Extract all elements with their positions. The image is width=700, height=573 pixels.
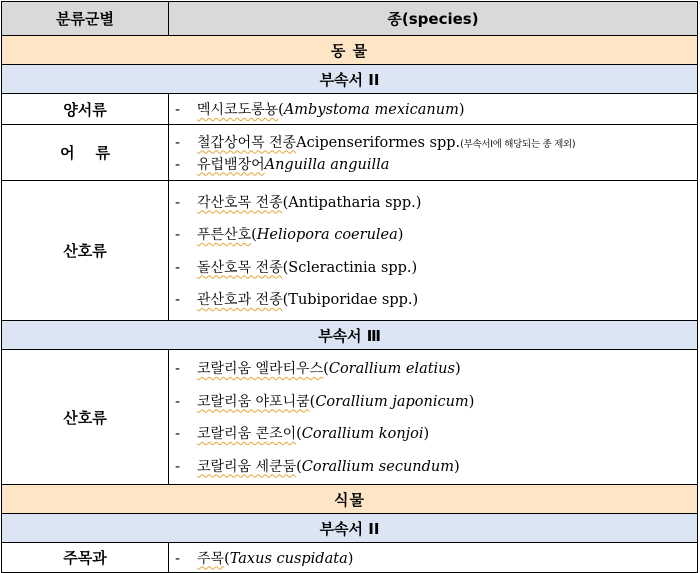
species-item [175, 352, 691, 385]
species-list-amphibians [169, 94, 698, 125]
species-paren-open: ( [323, 361, 329, 377]
species-korean-name: 철갑상어목 전종 [197, 134, 297, 151]
species-list-corals-appendix-2 [169, 181, 698, 321]
header-taxon-group: 분류군별 [2, 2, 169, 36]
species-korean-name: 코랄리움 콘조이 [197, 426, 297, 442]
table-row-corals-appendix-3 [2, 350, 698, 485]
appendix-row-2-plants [2, 514, 698, 543]
species-dash: - [175, 290, 181, 308]
species-korean-name: 돌산호목 전종 [197, 259, 283, 276]
species-item [175, 547, 691, 569]
group-yew: 주목과 [2, 543, 169, 573]
species-latin-name: Ambystoma mexicanum [283, 102, 459, 118]
table-row-yew [2, 543, 698, 573]
species-korean-name: 코랄리움 야포니쿰 [197, 393, 310, 410]
species-paren-open: ( [278, 102, 284, 118]
species-latin-name: Corallium secundum [301, 458, 454, 475]
species-item [175, 218, 691, 251]
table-row-fish [2, 125, 698, 181]
species-latin-name: Acipenseriformes spp. [296, 134, 461, 151]
species-dash: - [175, 257, 181, 276]
species-latin-name: (Scleractinia spp.) [282, 259, 418, 276]
category-plants: 식물 [2, 485, 698, 514]
species-korean-name: 코랄리움 세쿤둠 [197, 458, 297, 475]
species-dash: - [175, 154, 181, 173]
species-korean-name: 코랄리움 엘라티우스 [197, 361, 324, 377]
group-corals-appendix-2: 산호류 [2, 181, 169, 321]
species-korean-name: 주목 [197, 550, 225, 567]
species-item [175, 283, 691, 316]
appendix-row-2-animals [2, 65, 698, 94]
species-paren-open: ( [296, 426, 302, 442]
species-latin-name: Taxus cuspidata [229, 550, 348, 567]
category-row-plants [2, 485, 698, 514]
category-animals: 동 물 [2, 36, 698, 65]
group-corals-appendix-3: 산호류 [2, 350, 169, 485]
species-list-fish [169, 125, 698, 181]
species-item [175, 385, 691, 418]
species-latin-name: Corallium elatius [328, 361, 455, 377]
species-paren-open: ( [309, 393, 316, 410]
cites-species-table [1, 1, 698, 573]
species-dash: - [175, 424, 181, 442]
species-item [175, 450, 691, 483]
species-paren-open: ( [296, 458, 302, 475]
species-paren-close: ) [454, 458, 460, 475]
species-paren-open: ( [224, 550, 230, 567]
species-latin-name: (Tubiporidae spp.) [282, 292, 419, 308]
species-dash: - [175, 359, 181, 377]
species-note: (부속서Ⅰ에 해당되는 종 제외) [460, 138, 576, 150]
species-latin-name: Corallium konjoi [301, 426, 424, 442]
species-item [175, 186, 691, 219]
species-paren-close: ) [468, 393, 475, 410]
species-paren-close: ) [454, 361, 461, 377]
species-item [175, 153, 691, 175]
appendix-row-3 [2, 321, 698, 350]
species-item [175, 417, 691, 450]
table-header-row [2, 2, 698, 36]
species-korean-name: 푸른산호 [197, 227, 252, 243]
table-row-amphibians [2, 94, 698, 125]
group-amphibians: 양서류 [2, 94, 169, 125]
header-species: 종(species) [169, 2, 698, 36]
species-item [175, 131, 691, 153]
species-list-corals-appendix-3 [169, 350, 698, 485]
species-paren-open: ( [251, 227, 257, 243]
species-korean-name: 관산호과 전종 [197, 292, 283, 308]
group-fish: 어 류 [2, 125, 169, 181]
species-paren-close: ) [458, 102, 465, 118]
species-dash: - [175, 225, 181, 243]
category-row-animals [2, 36, 698, 65]
species-dash: - [175, 548, 181, 567]
species-dash: - [175, 132, 181, 151]
appendix-2-label-plants: 부속서 II [2, 514, 698, 543]
species-dash: - [175, 391, 181, 410]
appendix-2-label: 부속서 II [2, 65, 698, 94]
species-paren-close: ) [423, 426, 430, 442]
species-korean-name: 각산호목 전종 [197, 194, 283, 211]
species-korean-name: 유럽뱀장어 [197, 156, 265, 173]
species-item [175, 98, 691, 120]
species-korean-name: 멕시코도롱뇽 [197, 102, 279, 118]
species-paren-close: ) [397, 227, 404, 243]
species-dash: - [175, 100, 181, 118]
species-dash: - [175, 192, 181, 211]
species-item [175, 251, 691, 284]
species-latin-name: (Antipatharia spp.) [282, 194, 422, 211]
species-latin-name: Corallium japonicum [315, 393, 469, 410]
species-list-yew [169, 543, 698, 573]
species-latin-name: Anguilla anguilla [264, 156, 390, 173]
appendix-3-label: 부속서 Ⅲ [2, 321, 698, 350]
species-latin-name: Heliopora coerulea [256, 227, 398, 243]
species-dash: - [175, 456, 181, 475]
species-paren-close: ) [347, 550, 354, 567]
table-row-corals-appendix-2 [2, 181, 698, 321]
